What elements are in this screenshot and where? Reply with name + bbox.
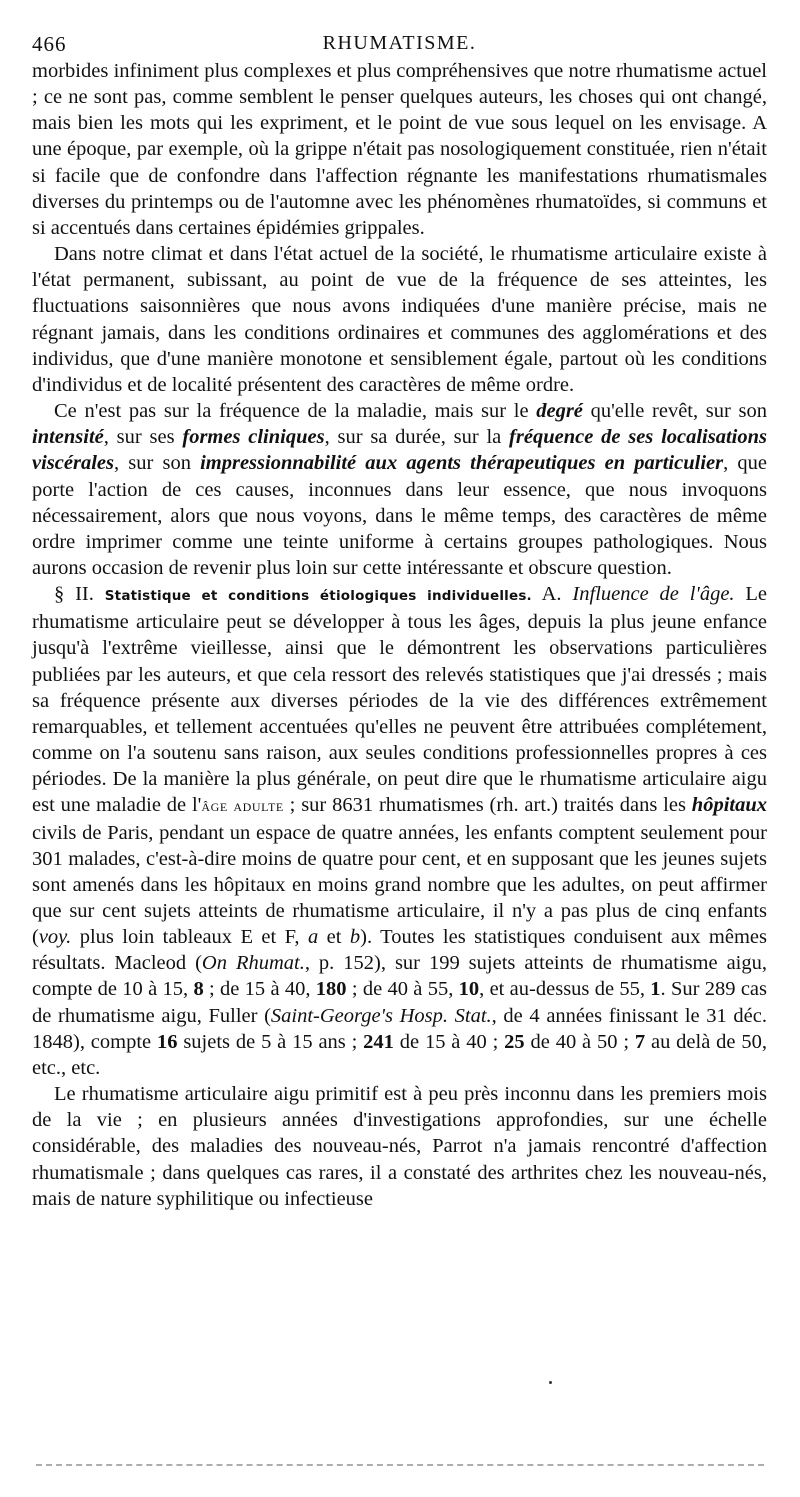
text-run: , que porte l'action de ces causes, inconnues dans leur essence, que nous invoquons nécessairement, alors que nous voyons, dans le même temps, des caractères de même ordre imprimer comme une teinte uniforme à certains groupes pathologiques. Nous aurons occasion de revenir plus loin sur cette intéressante et obscure question.: [32, 452, 767, 579]
document-page: [32, 28, 767, 1212]
footer-rule: [36, 1464, 764, 1466]
body-text: [32, 58, 767, 1212]
paragraph-5-text: Le rhumatisme articulaire aigu primitif est à peu près inconnu dans les premiers mois de la vie ; en plusieurs années d'investigations approfondies, sur une échelle considérable, des maladies des nouveau-nés, Parrot n'a jamais rencontré d'affection rhumatismale ; dans quelques cas rares, il a constaté des arthrites chez les nouveau-nés, mais de nature syphilitique ou infectieuse: [32, 1083, 767, 1210]
text-run: ; sur 8631 rhumatismes (rh. art.) traités dans les: [283, 794, 692, 817]
count-bold: 7: [634, 1030, 646, 1053]
emphasis-impressionnabilite: impressionnabilité aux agents thérapeutiques en particulier: [200, 452, 724, 475]
section-mark: § II.: [54, 583, 94, 606]
paragraph-1-text: morbides infiniment plus complexes et plus compréhensives que notre rhumatisme actuel ; ce ne sont pas, comme semblent le penser quelques auteurs, les choses qui ont changé, mais bien les mots qui les expriment, et le point de vue sous lequel on les envisage. A une époque, par exemple, où la grippe n'était pas nosologiquement constituée, rien n'était si facile que de confondre dans l'affection régnante les manifestations rhumatismales diverses du printemps ou de l'automne avec les phénomènes rhumatoïdes, si communs et si accentués dans certaines épidémies grippales.: [32, 60, 767, 239]
section-title: Statistique et conditions étiologiques individuelles.: [104, 588, 532, 605]
running-title: RHUMATISME.: [322, 32, 477, 54]
print-speck: [549, 1381, 552, 1384]
emphasis-formes-cliniques: formes cliniques: [182, 426, 325, 449]
text-run: ). Toutes les statistiques conduisent aux mêmes résultats. Macleod (: [32, 926, 767, 975]
citation-saint-george: Saint-George's Hosp. Stat.: [270, 1004, 492, 1027]
text-run: ; de 40 à 55,: [346, 978, 459, 1001]
count-bold: 180: [315, 978, 347, 1001]
page-header: [32, 28, 767, 58]
count-bold: 241: [363, 1030, 394, 1053]
text-run: , sur son: [113, 452, 201, 475]
text-run: qu'elle revêt, sur son: [582, 400, 767, 423]
text-run: et: [318, 926, 350, 949]
count-bold: 10: [458, 978, 480, 1001]
text-run: , et au-dessus de 55,: [479, 978, 651, 1001]
page-number: 466: [32, 32, 67, 56]
paragraph-newborns: [32, 1081, 767, 1212]
paragraph-2-text: Dans notre climat et dans l'état actuel de la société, le rhumatisme articulaire existe à l'état permanent, subissant, au point de vue de la fréquence de ses atteintes, les fluctuations saisonnières que nous avons indiquées d'une manière précise, mais ne régnant jamais, dans les conditions ordinaires et communes des agglomérations et des individus, que d'une manière monotone et sensiblement égale, partout où les conditions d'individus et de localité présentent des caractères de même ordre.: [32, 243, 767, 396]
text-run: ; de 15 à 40,: [203, 978, 316, 1001]
count-bold: 16: [156, 1030, 178, 1053]
emphasis-b: b: [349, 926, 361, 949]
small-caps-age-adulte: âge adulte: [201, 796, 284, 816]
subsection-title: Influence de l'âge.: [572, 583, 735, 606]
text-run: , p. 152), sur 199 sujets atteints de rhumatisme aigu, compte de 10 à 15,: [32, 952, 767, 1001]
text-run: de 15 à 40 ;: [393, 1030, 505, 1053]
emphasis-a: a: [307, 926, 319, 949]
emphasis-degre: degré: [536, 400, 583, 423]
paragraph-causes: [32, 398, 767, 581]
text-run: , sur ses: [103, 426, 183, 449]
emphasis-voy: voy.: [38, 926, 72, 949]
paragraph-continuation: [32, 58, 767, 241]
text-run: de 40 à 50 ;: [524, 1030, 635, 1053]
text-run: Ce n'est pas sur la fréquence de la maladie, mais sur le: [54, 400, 537, 423]
paragraph-climate: [32, 241, 767, 398]
subsection-letter: A.: [541, 583, 562, 606]
emphasis-intensite: intensité: [32, 426, 104, 449]
text-run: , sur sa durée, sur la: [324, 426, 510, 449]
text-run: sujets de 5 à 15 ans ;: [177, 1030, 364, 1053]
count-bold: 8: [193, 978, 204, 1001]
text-run: au delà de 50, etc., etc.: [32, 1030, 767, 1079]
count-bold: 25: [504, 1030, 525, 1053]
paragraph-section-2: [32, 581, 767, 1081]
text-run: Le rhumatisme articulaire peut se développer à tous les âges, depuis la plus jeune enfance jusqu'à l'extrême vieillesse, ainsi que le démontrent les observations particulières publiées par les auteurs, et que cela ressort des relevés statistiques que j'ai dressés ; mais sa fréquence présente aux diverses périodes de la vie des différences extrêmement remarquables, et tellement accentuées qu'elles ne peuvent être attribuées complétement, comme on l'a soutenu sans raison, aux seules conditions professionnelles propres à ces périodes. De la manière la plus générale, on peut dire que le rhumatisme articulaire aigu est une maladie de l': [32, 583, 768, 817]
emphasis-localisations: fréquence de ses localisations viscérales: [32, 426, 767, 475]
text-run: , de 4 années finissant le 31 déc. 1848), compte: [32, 1004, 767, 1053]
text-run: plus loin tableaux E et F,: [71, 926, 308, 949]
citation-on-rhumat: On Rhumat.: [201, 952, 305, 975]
text-run: civils de Paris, pendant un espace de quatre années, les enfants comptent seulement pour 301 malades, c'est-à-dire moins de quatre pour cent, et en supposant que les jeunes sujets sont amenés dans les hôpitaux en moins grand nombre que les adultes, on peut affirmer que sur cent sujets atteints de rhumatisme articulaire, il n'y a pas plus de cinq enfants (: [32, 821, 767, 949]
count-bold: 1: [650, 978, 661, 1001]
text-run: . Sur 289 cas de rhumatisme aigu, Fuller (: [32, 978, 767, 1027]
emphasis-hopitaux: hôpitaux: [691, 794, 767, 817]
